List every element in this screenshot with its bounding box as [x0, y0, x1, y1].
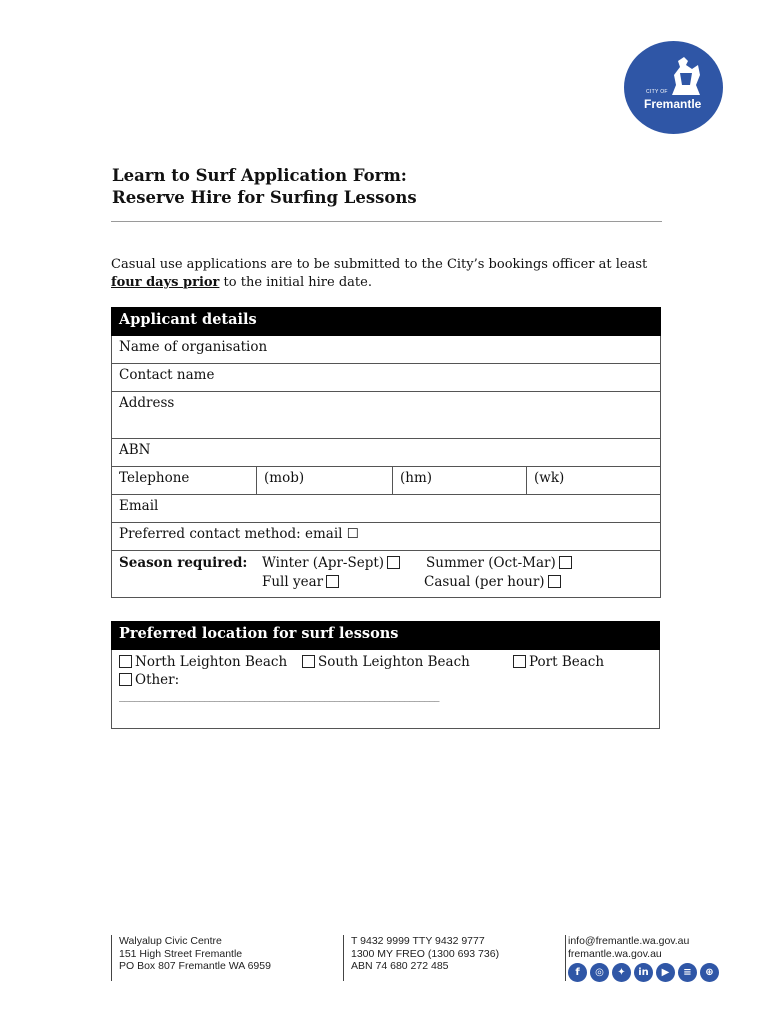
footer-address-1: Walyalup Civic Centre	[119, 935, 222, 947]
footer-divider-1	[111, 935, 112, 981]
telephone-label: Telephone	[112, 467, 257, 495]
work-phone-field[interactable]: (wk)	[527, 467, 661, 495]
other-label: Other:	[135, 672, 180, 688]
crest-icon	[668, 55, 704, 99]
city-of-fremantle-logo	[624, 41, 723, 134]
logo-city-of: CITY OF	[646, 89, 668, 95]
applicant-details-table	[111, 307, 661, 598]
other-option[interactable]	[119, 672, 179, 688]
footer-phone-2: 1300 MY FREO (1300 693 736)	[351, 947, 500, 960]
port-beach-option[interactable]	[513, 654, 604, 670]
footer-phone	[351, 935, 499, 973]
social-icons	[568, 963, 719, 982]
youtube-icon[interactable]: ▶	[656, 963, 675, 982]
winter-checkbox[interactable]	[387, 556, 400, 569]
footer-web[interactable]: fremantle.wa.gov.au	[568, 947, 662, 960]
footer-address	[119, 935, 271, 973]
preferred-location-table	[111, 621, 660, 729]
intro-after: to the initial hire date.	[219, 275, 372, 290]
mobile-field[interactable]: (mob)	[257, 467, 393, 495]
title-line-2: Reserve Hire for Surfing Lessons	[112, 188, 417, 207]
footer-address-3: PO Box 807 Fremantle WA 6959	[119, 960, 271, 972]
south-leighton-checkbox[interactable]	[302, 655, 315, 668]
north-leighton-option[interactable]	[119, 654, 287, 670]
email-field[interactable]: Email	[112, 495, 661, 523]
south-leighton-label: South Leighton Beach	[318, 654, 470, 670]
title-divider	[111, 221, 662, 222]
port-beach-checkbox[interactable]	[513, 655, 526, 668]
web-icon[interactable]: ⊕	[700, 963, 719, 982]
footer-divider-2	[343, 935, 344, 981]
instagram-icon[interactable]: ◎	[590, 963, 609, 982]
newsletter-icon[interactable]: ≡	[678, 963, 697, 982]
other-checkbox[interactable]	[119, 673, 132, 686]
summer-option[interactable]	[426, 555, 572, 571]
facebook-icon[interactable]: f	[568, 963, 587, 982]
other-line[interactable]: ________________________________________________________________	[119, 689, 439, 702]
season-label: Season required:	[119, 555, 248, 571]
twitter-icon[interactable]: ✦	[612, 963, 631, 982]
footer-divider-3	[565, 935, 566, 981]
north-leighton-checkbox[interactable]	[119, 655, 132, 668]
casual-option[interactable]	[424, 574, 561, 590]
summer-checkbox[interactable]	[559, 556, 572, 569]
winter-option[interactable]	[262, 555, 400, 571]
home-phone-field[interactable]: (hm)	[393, 467, 527, 495]
footer-address-2: 151 High Street Fremantle	[119, 947, 243, 960]
footer-phone-1: T 9432 9999 TTY 9432 9777	[351, 935, 485, 947]
winter-label: Winter (Apr-Sept)	[262, 555, 385, 571]
north-leighton-label: North Leighton Beach	[135, 654, 288, 670]
season-required-row	[112, 551, 661, 598]
intro-emphasis: four days prior	[111, 275, 220, 290]
logo-name: Fremantle	[644, 97, 702, 111]
intro-text	[111, 256, 671, 292]
intro-before: Casual use applications are to be submitted to the City’s bookings officer at least	[111, 257, 648, 272]
location-options	[112, 650, 660, 729]
port-beach-label: Port Beach	[529, 654, 605, 670]
footer-email[interactable]: info@fremantle.wa.gov.au	[568, 935, 690, 947]
linkedin-icon[interactable]: in	[634, 963, 653, 982]
full-year-option[interactable]	[262, 574, 339, 590]
casual-checkbox[interactable]	[548, 575, 561, 588]
summer-label: Summer (Oct-Mar)	[426, 555, 556, 571]
contact-name-field[interactable]: Contact name	[112, 364, 661, 392]
full-year-checkbox[interactable]	[326, 575, 339, 588]
page-title	[112, 165, 417, 209]
abn-field[interactable]: ABN	[112, 439, 661, 467]
preferred-contact-method[interactable]: Preferred contact method: email ☐	[112, 523, 661, 551]
organisation-field[interactable]: Name of organisation	[112, 336, 661, 364]
casual-label: Casual (per hour)	[424, 574, 545, 590]
title-line-1: Learn to Surf Application Form:	[112, 166, 407, 185]
preferred-location-header: Preferred location for surf lessons	[112, 622, 660, 650]
footer-abn: ABN 74 680 272 485	[351, 960, 449, 972]
footer-contact	[568, 935, 689, 960]
address-field[interactable]: Address	[112, 392, 661, 439]
south-leighton-option[interactable]	[302, 654, 470, 670]
full-year-label: Full year	[262, 574, 324, 590]
applicant-details-header: Applicant details	[112, 308, 661, 336]
